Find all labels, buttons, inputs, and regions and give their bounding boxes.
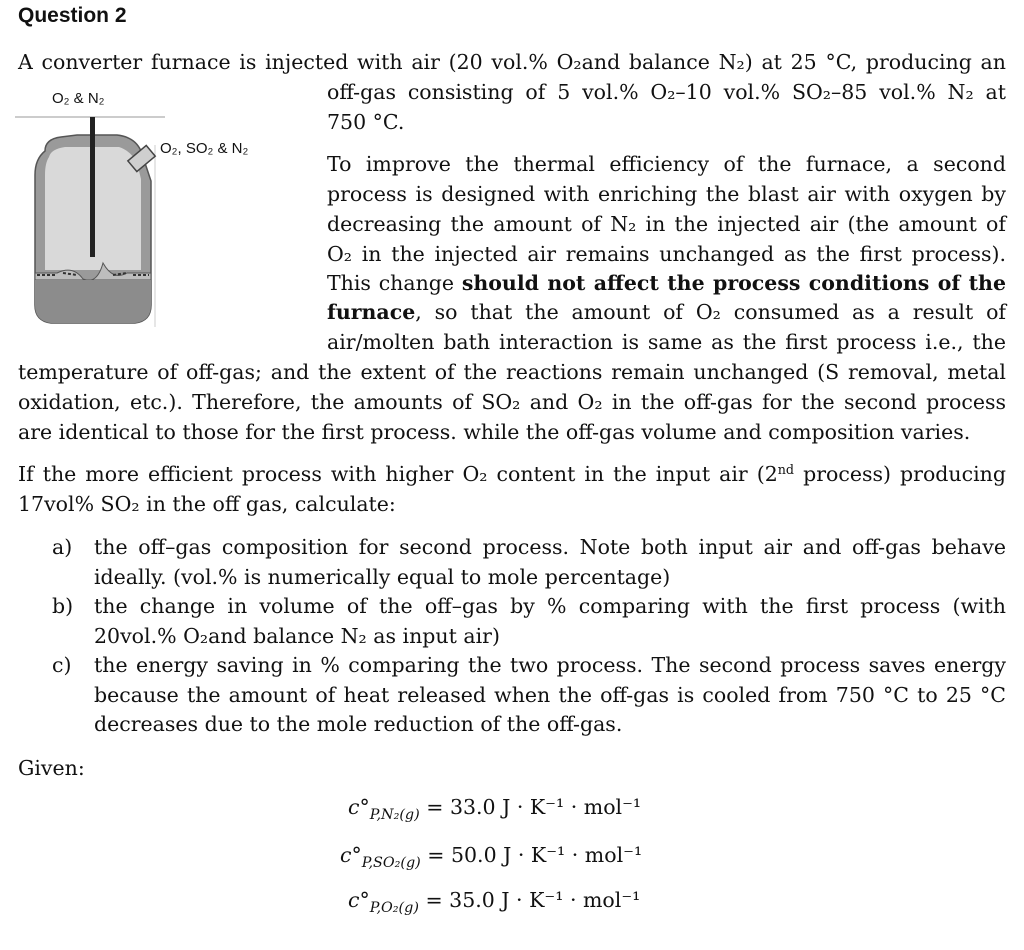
- intro-line-1: A converter furnace is injected with air (20 vol.% O₂and balance N₂) at 25 °C, producing an: [18, 50, 1006, 74]
- item-c-line-3: decreases due to the mole reduction of the off-gas.: [94, 712, 623, 736]
- intro-line-2: off-gas consisting of 5 vol.% O₂–10 vol.% SO₂–85 vol.% N₂ at: [327, 80, 1006, 104]
- para2-line-8: temperature of off-gas; and the extent of the reactions remain unchanged (S removal, metal: [18, 360, 1006, 384]
- para2-line-4: O₂ in the injected air remains unchanged as the first process).: [327, 242, 1006, 266]
- item-c-line-1: the energy saving in % comparing the two process. The second process saves energy: [94, 653, 1006, 677]
- converter-furnace-diagram: [15, 115, 175, 330]
- para3-line-1: If the more efficient process with higher O₂ content in the input air (2nd process) producing: [18, 462, 1006, 486]
- equation-cp-o2: $c^\circ_{P,O_2(g)} = 35.0$ J · K⁻¹ · mol⁻¹: [348, 888, 641, 917]
- item-b-line-2: 20vol.% O₂and balance N₂ as input air): [94, 624, 500, 648]
- question-title: Question 2: [18, 4, 127, 27]
- item-c-line-2: because the amount of heat released when the off-gas is cooled from 750 °C to 25 °C: [94, 683, 1006, 707]
- para2-line-5: This change should not affect the process conditions of the: [327, 271, 1006, 295]
- para2-line-3: decreasing the amount of N₂ in the injected air (the amount of: [327, 212, 1006, 236]
- para3-line-2: 17vol% SO₂ in the off gas, calculate:: [18, 492, 396, 516]
- figure-label-inlet: O₂ & N₂: [52, 90, 105, 107]
- equation-cp-n2: $c^\circ_{P,N_2(g)} = 33.0$ J · K⁻¹ · mol⁻¹: [348, 795, 642, 824]
- emphasis-text-2: furnace: [327, 300, 416, 324]
- para2-line-6: furnace, so that the amount of O₂ consumed as a result of: [327, 300, 1006, 324]
- emphasis-text: should not affect the process conditions of the: [461, 271, 1006, 295]
- item-a-line-1: the off–gas composition for second process. Note both input air and off-gas behave: [94, 535, 1006, 559]
- item-b-letter: b): [52, 594, 74, 618]
- para2-line-7: air/molten bath interaction is same as the first process i.e., the: [327, 330, 1006, 354]
- figure-label-offgas: O₂, SO₂ & N₂: [160, 140, 249, 157]
- intro-line-3: 750 °C.: [327, 110, 405, 134]
- para2-line-2: process is designed with enriching the blast air with oxygen by: [327, 182, 1006, 206]
- given-label: Given:: [18, 756, 85, 780]
- para2-line-1: To improve the thermal efficiency of the furnace, a second: [327, 152, 1006, 176]
- item-a-line-2: ideally. (vol.% is numerically equal to mole percentage): [94, 565, 671, 589]
- item-a-letter: a): [52, 535, 73, 559]
- para2-line-10: are identical to those for the first process. while the off-gas volume and composition varies.: [18, 420, 971, 444]
- oxygen-lance: [90, 117, 95, 257]
- item-b-line-1: the change in volume of the off–gas by % comparing with the first process (with: [94, 594, 1006, 618]
- para2-line-9: oxidation, etc.). Therefore, the amounts of SO₂ and O₂ in the off-gas for the second process: [18, 390, 1006, 414]
- equation-cp-so2: $c^\circ_{P,SO_2(g)} = 50.0$ J · K⁻¹ · mol⁻¹: [340, 843, 643, 872]
- item-c-letter: c): [52, 653, 72, 677]
